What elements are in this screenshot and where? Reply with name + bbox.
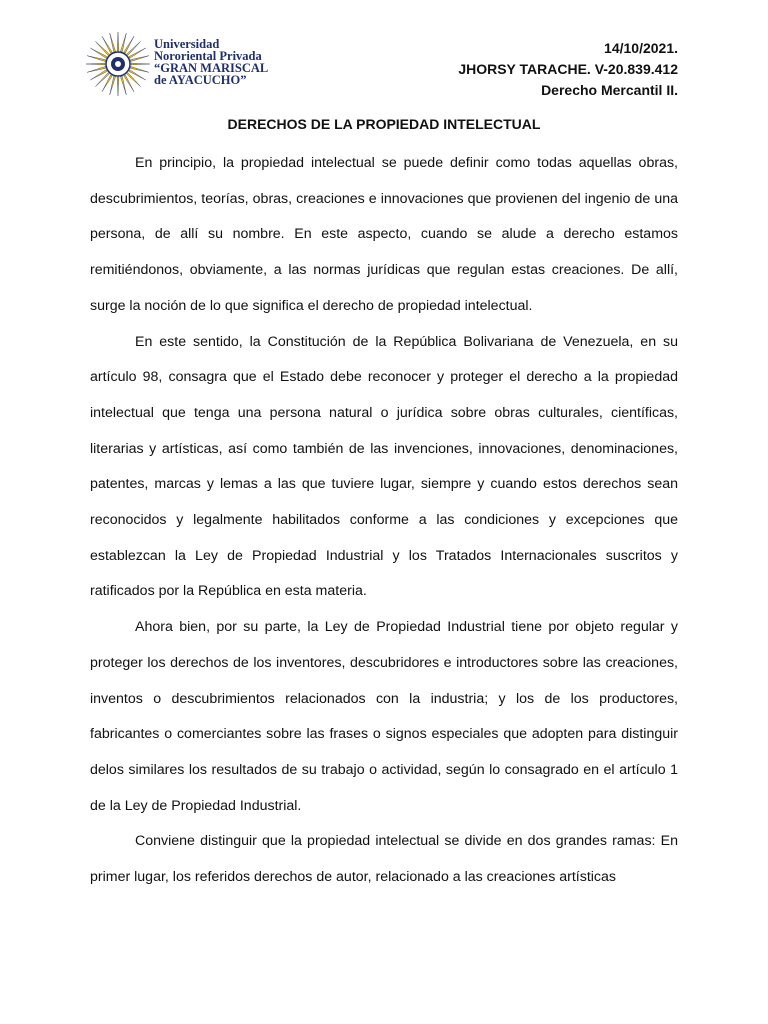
paragraph-3: Ahora bien, por su parte, la Ley de Propiedad Industrial tiene por objeto regular y proteger los derechos de los inventores, descubridores e introductores sobre las creaciones, inventos o descubrimientos relacionados con la industria; y los de los productores, fabricantes o comerciantes sobre las frases o signos especiales que adopten para distinguir delos similares los resultados de su trabajo o actividad, según lo consagrado en el artículo 1 de la Ley de Propiedad Industrial.	[90, 619, 678, 814]
sun-ray	[95, 41, 109, 55]
sun-ray	[87, 67, 106, 73]
paragraph-1: En principio, la propiedad intelectual se puede definir como todas aquellas obras, descubrimientos, teorías, obras, creaciones e innovaciones que provienen del ingenio de una persona, de allí su nombre. En este aspecto, cuando se alude a derecho estamos remitiéndonos, obviamente, a las normas jurídicas que regulan estas creaciones. De allí, surge la noción de lo que significa el derecho de propiedad intelectual.	[90, 155, 678, 314]
sun-ray	[131, 63, 150, 65]
logo-line-2: Nororiental Privada	[154, 49, 262, 63]
sun-ray	[95, 73, 109, 87]
logo-line-4: de AYACUCHO”	[154, 73, 247, 87]
document-title: DERECHOS DE LA PROPIEDAD INTELECTUAL	[227, 116, 541, 132]
logo-line-1: Universidad	[154, 37, 220, 51]
header-info	[458, 38, 678, 101]
sun-ray	[127, 41, 141, 55]
sun-ray	[110, 33, 116, 52]
sun-ray	[110, 76, 116, 95]
header-author: JHORSY TARACHE. V-20.839.412	[458, 61, 678, 77]
sun-emblem-icon	[84, 30, 152, 98]
document-body	[90, 146, 678, 896]
sun-ray	[87, 56, 106, 62]
sun-ray	[86, 63, 105, 65]
university-logo	[84, 30, 269, 98]
sun-ray	[121, 33, 127, 52]
logo-line-3: “GRAN MARISCAL	[154, 61, 269, 75]
sun-ray	[117, 32, 119, 51]
sun-ray	[130, 67, 149, 73]
sun-ray	[127, 73, 141, 87]
header-date: 14/10/2021.	[604, 40, 678, 56]
sun-ray	[117, 77, 119, 96]
sun-ray	[121, 76, 127, 95]
logo-wordmark	[154, 38, 268, 86]
header-course: Derecho Mercantil II.	[541, 82, 678, 98]
paragraph-2: En este sentido, la Constitución de la República Bolivariana de Venezuela, en su artículo 98, consagra que el Estado debe reconocer y proteger el derecho a la propiedad intelectual que tenga una persona natural o jurídica sobre obras culturales, científicas, literarias y artísticas, así como también de las invenciones, innovaciones, denominaciones, patentes, marcas y lemas a las que tuviere lugar, siempre y cuando estos derechos sean reconocidos y legalmente habilitados conforme a las condiciones y excepciones que establezcan la Ley de Propiedad Industrial y los Tratados Internacionales suscritos y ratificados por la República en esta materia.	[90, 333, 678, 600]
sun-ray	[130, 56, 149, 62]
paragraph-4: Conviene distinguir que la propiedad intelectual se divide en dos grandes ramas: En primer lugar, los referidos derechos de autor, relacionado a las creaciones artísticas	[90, 833, 678, 886]
